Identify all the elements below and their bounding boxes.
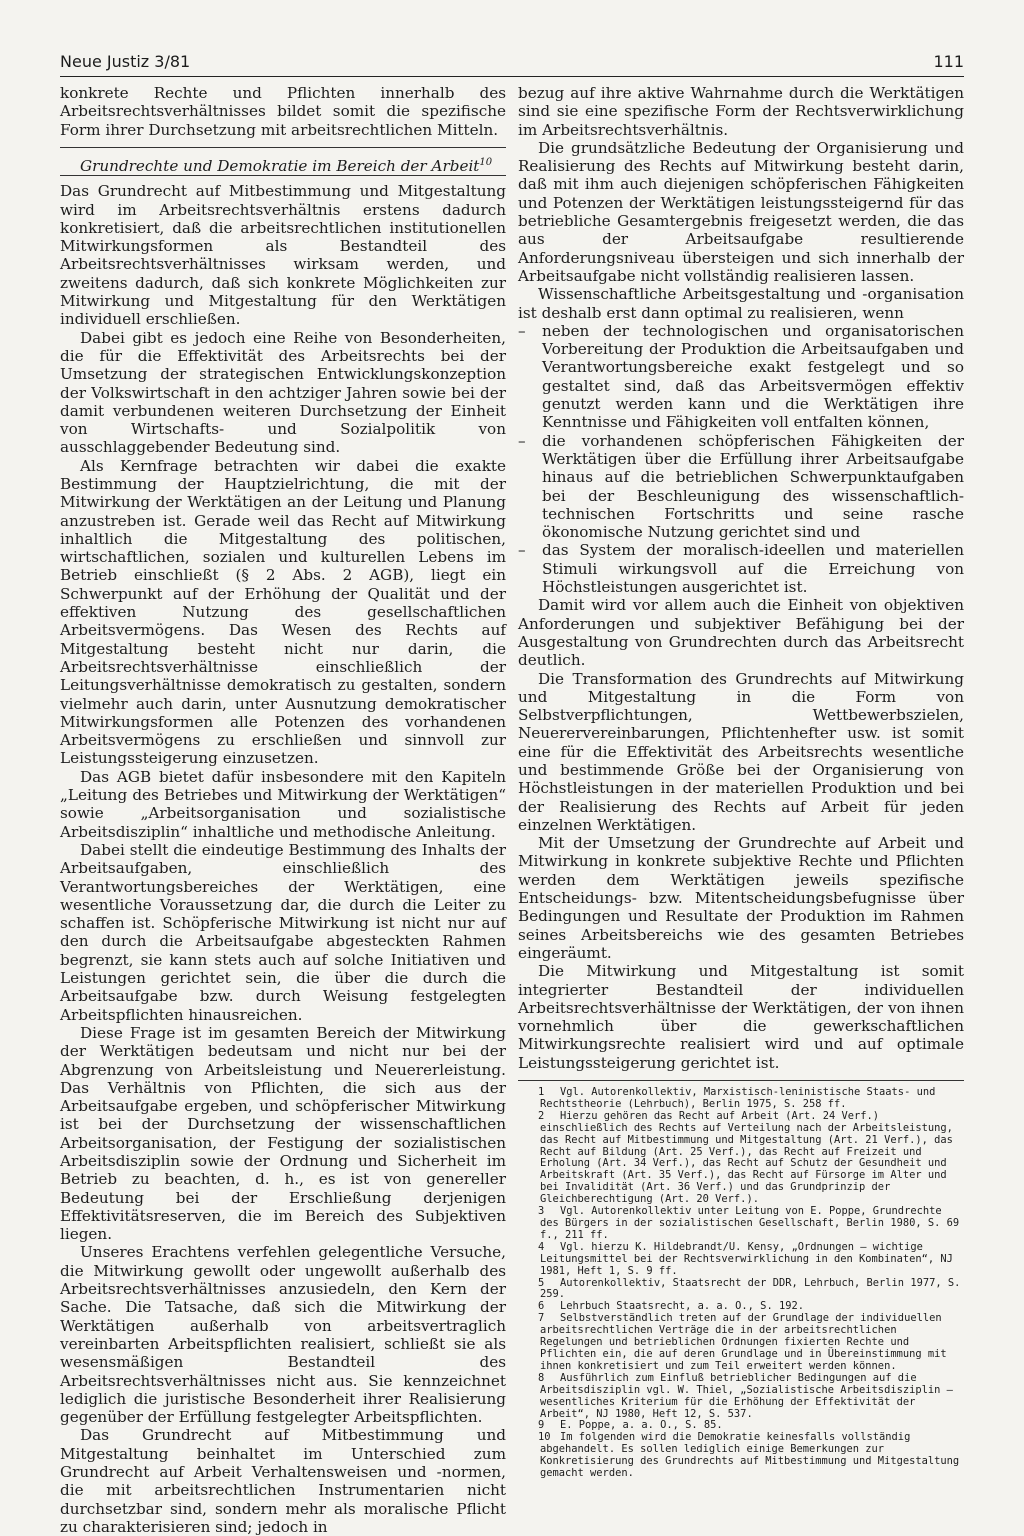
footnote-text: E. Poppe, a. a. O., S. 85. (560, 1419, 723, 1432)
paragraph: Als Kernfrage betrachten wir dabei die exakte Bestimmung der Hauptzielrichtung, die mit der Mitwirkung der Werktätigen an der Leitung und Planung anzustreben ist. Gerade weil das Recht auf Mitwirkung inhaltlich die Mitgestaltung des politischen, wirtschaftlichen, sozialen und kulturellen Lebens im Betrieb einschließt (§ 2 Abs. 2 AGB), liegt ein Schwerpunkt auf der Erhöhung der Qualität und der effektiven Nutzung des gesellschaftlichen Arbeitsvermögens. Das Wesen des Rechts auf Mitgestaltung besteht nicht nur darin, die Arbeitsrechtsverhältnisse einschließlich der Leitungsverhältnisse demokratisch zu gestalten, sondern vielmehr auch darin, unter Ausnutzung demokratischer Mitwirkungsformen alle Potenzen des vorhandenen Arbeitsvermögens zu erschließen und sinnvoll zur Leistungssteigerung einzusetzen. (60, 456, 506, 768)
paragraph: Das AGB bietet dafür insbesondere mit den Kapiteln „Leitung des Betriebes und Mitwirkung der Werktätigen“ sowie „Arbeitsorganisation und sozialistische Arbeitsdisziplin“ inhaltliche und methodische Anleitung. (60, 767, 506, 841)
footnote-number: 5 (538, 1276, 545, 1289)
paragraph: Wissenschaftliche Arbeitsgestaltung und -organisation ist deshalb erst dann optimal zu realisieren, wenn (518, 285, 964, 322)
journal-title: Neue Justiz 3/81 (60, 52, 191, 71)
footnote (518, 1242, 964, 1278)
right-column (518, 84, 964, 1480)
list-item-text: die vorhandenen schöpferischen Fähigkeiten der Werktätigen über die Erfüllung ihrer Arbeitsaufgabe hinaus auf die betrieblichen Schwerpunktaufgaben bei der Beschleunigung des wissenschaftlich-technischen Fortschritts und seine rasche ökonomische Nutzung gerichtet sind und (542, 431, 964, 542)
footnote (518, 1278, 964, 1302)
footnote (518, 1373, 964, 1421)
section-divider (60, 175, 506, 176)
section-heading-note: 10 (479, 156, 493, 168)
paragraph: bezug auf ihre aktive Wahrnahme durch die Werktätigen sind sie eine spezifische Form der Rechtsverwirklichung im Arbeitsrechtsverhältnis. (518, 84, 964, 139)
footnote-text: Vgl. hierzu K. Hildebrandt/U. Kensy, „Ordnungen – wichtige Leitungsmittel bei der Rechtsverwirklichung in den Kombinaten“, NJ 1981, Heft 1, S. 9 ff. (540, 1240, 953, 1277)
footnote-text: Lehrbuch Staatsrecht, a. a. O., S. 192. (560, 1300, 804, 1313)
footnote (518, 1432, 964, 1480)
page-number: 111 (933, 52, 964, 71)
footnote-text: Autorenkollektiv, Staatsrecht der DDR, Lehrbuch, Berlin 1977, S. 259. (540, 1276, 961, 1301)
paragraph: Dabei gibt es jedoch eine Reihe von Besonderheiten, die für die Effektivität des Arbeitsrechts bei der Umsetzung der strategischen Entwicklungskonzeption der Volkswirtschaft in den achtziger Jahren sowie bei der damit verbundenen weiteren Durchsetzung der Einheit von Wirtschafts- und Sozialpolitik von ausschlaggebender Bedeutung sind. (60, 328, 506, 457)
paragraph: Unseres Erachtens verfehlen gelegentliche Versuche, die Mitwirkung gewollt oder ungewollt außerhalb des Arbeitsrechtsverhältnisses anzusiedeln, den Kern der Sache. Die Tatsache, daß sich die Mitwirkung der Werktätigen außerhalb von arbeitsvertraglich vereinbarten Arbeitspflichten realisiert, schließt sie als wesensmäßigen Bestandteil des Arbeitsrechtsverhältnisses nicht aus. Sie kennzeichnet lediglich die juristische Besonderheit ihrer Realisierung gegenüber der Erfüllung festgelegter Arbeitspflichten. (60, 1243, 506, 1427)
footnote-text: Selbstverständlich treten auf der Grundlage der individuellen arbeitsrechtlichen Verträge die in der arbeitsrechtlichen Regelungen und betrieblichen Ordnungen fixierten Rechte und Pflichten ein, die auf deren Grundlage und in Übereinstimmung mit ihnen konkretisiert und zum Teil erweitert werden können. (540, 1312, 947, 1372)
intro-paragraph: konkrete Rechte und Pflichten innerhalb des Arbeitsrechtsverhältnisses bildet somit die spezifische Form ihrer Durchsetzung mit arbeitsrechtlichen Mitteln. (60, 84, 506, 139)
footnote-number: 4 (538, 1240, 545, 1253)
footnote-number: 7 (538, 1312, 545, 1325)
paragraph: Die Transformation des Grundrechts auf Mitwirkung und Mitgestaltung in die Form von Selbstverpflichtungen, Wettbewerbszielen, Neuerervereinbarungen, Pflichtenhefter usw. ist somit eine für die Effektivität des Arbeitsrechts wesentliche und bestimmende Größe bei der Organisierung von Höchstleistungen in der materiellen Produktion und bei der Realisierung des Rechts auf Arbeit für jeden einzelnen Werktätigen. (518, 669, 964, 834)
section-heading (60, 154, 506, 175)
footnote (518, 1111, 964, 1206)
footnote (518, 1206, 964, 1242)
paragraph: Diese Frage ist im gesamten Bereich der Mitwirkung der Werktätigen bedeutsam und nicht nur bei der Abgrenzung von Arbeitsleistung und Neuererleistung. Das Verhältnis von Pflichten, die sich aus der Arbeitsaufgabe ergeben, und schöpferischer Mitwirkung ist bei der Durchsetzung der wissenschaftlichen Arbeitsorganisation, der Festigung der sozialistischen Arbeitsdisziplin sowie der Ordnung und Sicherheit im Betrieb zu beachten, d. h., es ist von genereller Bedeutung bei der Erschließung derjenigen Effektivitätsreserven, die im Bereich des Subjektiven liegen. (60, 1023, 506, 1244)
paragraph: Das Grundrecht auf Mitbestimmung und Mitgestaltung wird im Arbeitsrechtsverhältnis erstens dadurch konkretisiert, daß die arbeitsrechtlichen institutionellen Mitwirkungsformen als Bestandteil des Arbeitsrechtsverhältnisses wirksam werden, und zweitens dadurch, daß sich konkrete Möglichkeiten zur Mitwirkung und Mitgestaltung für den Werktätigen individuell erschließen. (60, 182, 506, 329)
footnote-text: Vgl. Autorenkollektiv unter Leitung von E. Poppe, Grundrechte des Bürgers in der sozialistischen Gesellschaft, Berlin 1980, S. 69 f., 211 ff. (540, 1205, 960, 1241)
paragraph: Die Mitwirkung und Mitgestaltung ist somit integrierter Bestandteil der individuellen Arbeitsrechtsverhältnisse der Werktätigen, der von ihnen vornehmlich über die gewerkschaftlichen Mitwirkungsrechte realisiert wird und auf optimale Leistungssteigerung gerichtet ist. (518, 962, 964, 1072)
footnote-number: 6 (538, 1300, 545, 1313)
list-item (518, 541, 964, 596)
dash-marker: – (518, 321, 526, 340)
list-item (518, 432, 964, 542)
dash-marker: – (518, 541, 526, 560)
footnote (518, 1087, 964, 1111)
footnote (518, 1313, 964, 1373)
paragraph: Das Grundrecht auf Mitbestimmung und Mitgestaltung beinhaltet im Unterschied zum Grundrecht auf Arbeit Verhaltensweisen und -normen, die mit arbeitsrechtlichen Instrumentarien nicht durchsetzbar sind, sondern mehr als moralische Pflicht zu charakterisieren sind; jedoch in (60, 1426, 506, 1536)
paragraph: Die grundsätzliche Bedeutung der Organisierung und Realisierung des Rechts auf Mitwirkung besteht darin, daß mit ihm auch diejenigen schöpferischen Fähigkeiten und Potenzen der Werktätigen leistungssteigernd für das betriebliche Gesamtergebnis freigesetzt werden, die das aus der Arbeitsaufgabe resultierende Anforderungsniveau übersteigen und sich innerhalb der Arbeitsaufgabe nicht vollständig realisieren lassen. (518, 138, 964, 285)
footnote-number: 10 (538, 1431, 551, 1444)
dash-marker: – (518, 431, 526, 450)
footnote-text: Hierzu gehören das Recht auf Arbeit (Art. 24 Verf.) einschließlich des Rechts auf Verteilung nach der Arbeitsleistung, das Recht auf Mitbestimmung und Mitgestaltung (Art. 21 Verf.), das Recht auf Bildung (Art. 25 Verf.), das Recht auf Freizeit und Erholung (Art. 34 Verf.), das Recht auf Schutz der Gesundheit und Arbeitskraft (Art. 35 Verf.), das Recht auf Fürsorge im Alter und bei Invalidität (Art. 36 Verf.) und das Grundprinzip der Gleichberechtigung (Art. 20 Verf.). (540, 1109, 953, 1206)
footnote-text: Im folgenden wird die Demokratie keinesfalls vollständig abgehandelt. Es sollen lediglich einige Bemerkungen zur Konkretisierung des Grundrechts auf Mitbestimmung und Mitgestaltung gemacht werden. (540, 1431, 960, 1480)
footnote-number: 1 (538, 1086, 545, 1099)
paragraph: Mit der Umsetzung der Grundrechte auf Arbeit und Mitwirkung in konkrete subjektive Rechte und Pflichten werden dem Werktätigen jeweils spezifische Entscheidungs- bzw. Mitentscheidungsbefugnisse über Bedingungen und Resultate der Produktion im Rahmen seines Arbeitsbereichs wie des gesamten Betriebes eingeräumt. (518, 834, 964, 962)
footnote-text: Ausführlich zum Einfluß betrieblicher Bedingungen auf die Arbeitsdisziplin vgl. W. Thiel, „Sozialistische Arbeitsdisziplin – wesentliches Kriterium für die Erhöhung der Effektivität der Arbeit“, NJ 1980, Heft 12, S. 537. (540, 1371, 953, 1420)
footnote-number: 9 (538, 1419, 545, 1432)
section-divider (60, 147, 506, 148)
footnote-number: 3 (538, 1205, 545, 1218)
page-header (60, 50, 964, 77)
section-heading-text: Grundrechte und Demokratie im Bereich der Arbeit (80, 156, 480, 175)
paragraph: Dabei stellt die eindeutige Bestimmung des Inhalts der Arbeitsaufgaben, einschließlich des Verantwortungsbereiches der Werktätigen, eine wesentliche Voraussetzung dar, die durch die Leiter zu schaffen ist. Schöpferische Mitwirkung ist nicht nur auf den durch die Arbeitsaufgabe abgesteckten Rahmen begrenzt, sie kann stets auch auf solche Initiativen und Leistungen gerichtet sein, die über die durch die Arbeitsaufgabe bzw. durch Weisung festgelegten Arbeitspflichten hinausreichen. (60, 840, 506, 1024)
footnote-number: 8 (538, 1371, 545, 1384)
list-item-text: das System der moralisch-ideellen und materiellen Stimuli wirkungsvoll auf die Erreichung von Höchstleistungen ausgerichtet ist. (542, 541, 964, 597)
footnote-number: 2 (538, 1109, 545, 1122)
left-column (60, 84, 506, 1536)
footnote-divider (518, 1080, 964, 1081)
footnotes (518, 1087, 964, 1480)
list-item (518, 322, 964, 432)
paragraph: Damit wird vor allem auch die Einheit von objektiven Anforderungen und subjektiver Befähigung bei der Ausgestaltung von Grundrechten durch das Arbeitsrecht deutlich. (518, 596, 964, 670)
list-item-text: neben der technologischen und organisatorischen Vorbereitung der Produktion die Arbeitsaufgaben und Verantwortungsbereiche exakt festgelegt und so gestaltet sind, daß das Arbeitsvermögen effektiv genutzt werden kann und die Werktätigen ihre Kenntnisse und Fähigkeiten voll entfalten können, (542, 321, 964, 432)
footnote-text: Vgl. Autorenkollektiv, Marxistisch-leninistische Staats- und Rechtstheorie (Lehrbuch), Berlin 1975, S. 258 ff. (540, 1086, 936, 1110)
